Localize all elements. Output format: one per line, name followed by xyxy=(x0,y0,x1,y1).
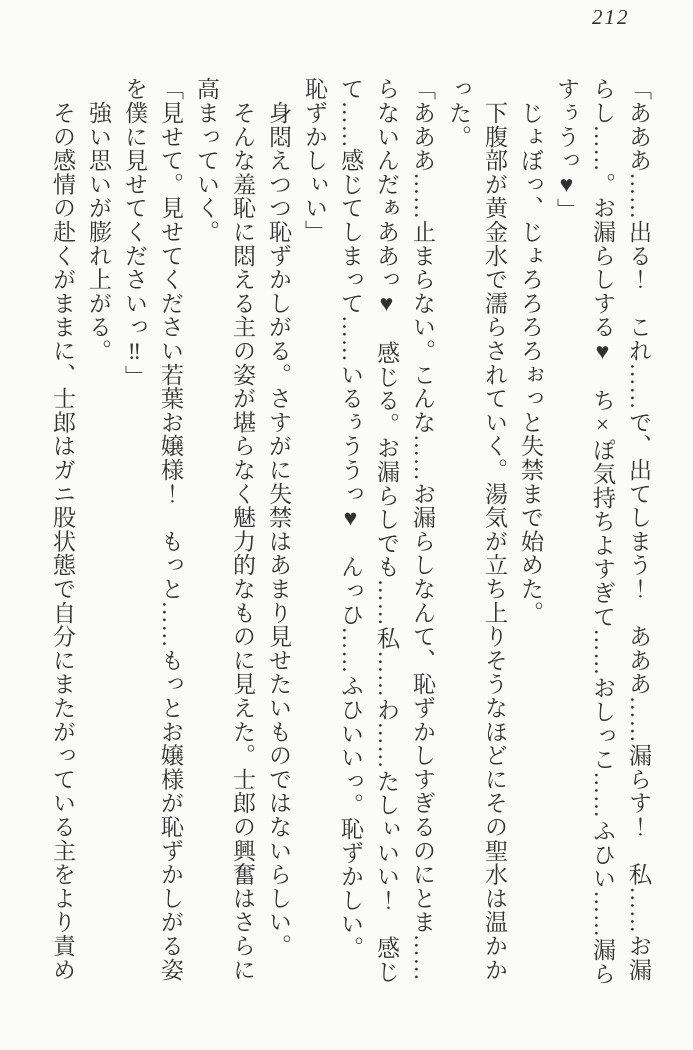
text-column-17: その感情の赴くがままに、士郎はガニ股状態で自分にまたがっている主をより責め xyxy=(50,77,75,982)
text-column-13: 高まっていく。 xyxy=(194,77,219,244)
page-number: 212 xyxy=(592,5,630,29)
text-column-4: じょぼっ、じょろろろろぉっと失禁まで始めた。 xyxy=(518,77,543,625)
text-column-15: を僕に見せてくださいっ‼」 xyxy=(122,77,147,389)
text-column-9: て……感じてしまって……いるぅううっ♥ んっひ……ふひいいっ。恥ずかしい。 xyxy=(338,77,363,960)
text-column-11: 身悶えつつ恥ずかしがる。さすがに失禁はあまり見せたいものではないらしい。 xyxy=(266,77,291,958)
text-column-10: 恥ずかしぃい」 xyxy=(302,77,327,244)
text-block xyxy=(44,77,656,993)
text-column-7: 「あああ……止まらない。こんな……お漏らしなんて、恥ずかしすぎるのにとま…… xyxy=(410,77,435,982)
text-column-16: 強い思いが膨れ上がる。 xyxy=(86,77,111,363)
text-column-6: った。 xyxy=(446,77,471,149)
text-column-1: 「あああ……出る！ これ……で、出てしまう！ あああ……漏らす！ 私……お漏 xyxy=(626,77,651,982)
text-column-8: らないんだぁああっ♥ 感じる。お漏らしでも……私……わ……たしぃいい！ 感じ xyxy=(374,77,399,984)
text-column-2: らし……。お漏らしする♥ ち×ぽ気持ちよすぎて……おしっこ……ふひい……漏ら xyxy=(590,77,615,986)
text-column-3: すぅうっ♥」 xyxy=(554,77,579,222)
text-column-14: 「見せて。見せてください若葉お嬢様！ もっと……もっとお嬢様が恥ずかしがる姿 xyxy=(158,77,183,982)
text-column-12: そんな羞恥に悶える主の姿が堪らなく魅力的なものに見えた。士郎の興奮はさらに xyxy=(230,77,255,982)
text-column-5: 下腹部が黄金水で濡らされていく。湯気が立ち上りそうなほどにその聖水は温かか xyxy=(482,77,507,982)
